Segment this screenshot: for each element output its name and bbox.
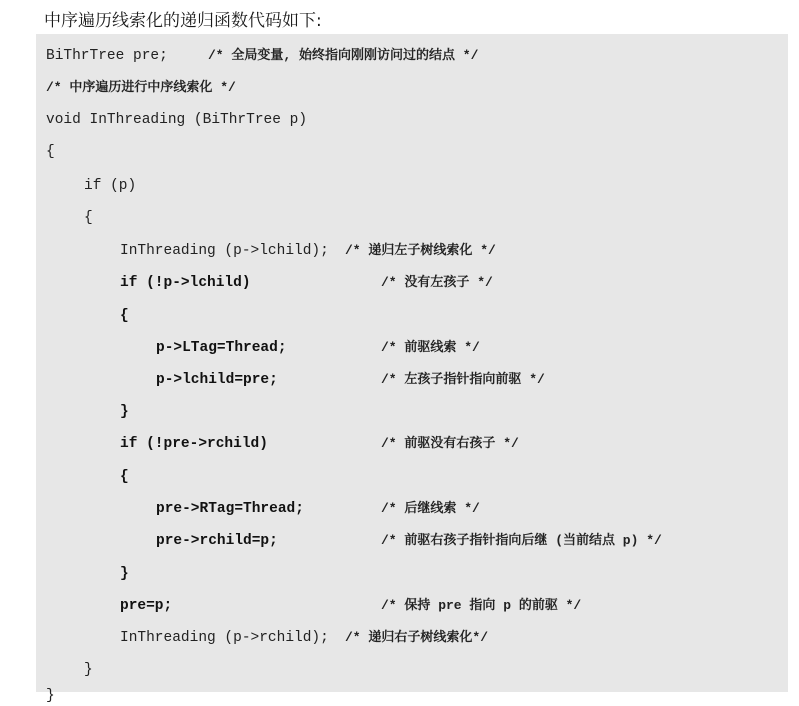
code-line-18: pre=p; (120, 598, 173, 614)
code-comment-19: /* 递归右子树线索化*/ (345, 630, 489, 645)
code-comment-2: /* 中序遍历进行中序线索化 */ (46, 80, 236, 95)
code-line-21: } (46, 688, 55, 704)
code-line-3: void InThreading (BiThrTree p) (46, 112, 308, 128)
code-line-14: { (120, 469, 129, 485)
code-block (36, 34, 788, 704)
code-line-17: } (120, 566, 129, 582)
code-line-12: } (120, 404, 129, 420)
code-comment-16: /* 前驱右孩子指针指向后继 (当前结点 p) */ (381, 533, 662, 548)
code-line-9: { (120, 308, 129, 324)
code-comment-13: /* 前驱没有右孩子 */ (381, 436, 519, 451)
code-line-6: { (84, 210, 93, 226)
code-line-4: { (46, 144, 55, 160)
code-comment-15: /* 后继线索 */ (381, 501, 480, 516)
code-comment-18: /* 保持 pre 指向 p 的前驱 */ (381, 598, 582, 613)
code-line-15: pre->RTag=Thread; (156, 501, 304, 517)
code-line-7: InThreading (p->lchild); (120, 243, 329, 259)
section-heading: 中序遍历线索化的递归函数代码如下: (44, 11, 322, 31)
code-comment-10: /* 前驱线索 */ (381, 340, 480, 355)
code-line-16: pre->rchild=p; (156, 533, 278, 549)
code-comment-7: /* 递归左子树线索化 */ (345, 243, 496, 258)
code-line-11: p->lchild=pre; (156, 372, 278, 388)
code-line-20: } (84, 662, 93, 678)
code-line-1 (46, 46, 177, 66)
code-comment-8: /* 没有左孩子 */ (381, 275, 493, 290)
code-line-8: if (!p->lchild) (120, 275, 251, 291)
code-line-13: if (!pre->rchild) (120, 436, 268, 452)
code-line-5: if (p) (84, 178, 137, 194)
code-comment-11: /* 左孩子指针指向前驱 */ (381, 372, 545, 387)
code-text: BiThrTree pre; (46, 48, 177, 64)
code-line-10: p->LTag=Thread; (156, 340, 287, 356)
code-comment-1: /* 全局变量, 始终指向刚刚访问过的结点 */ (208, 48, 479, 63)
code-line-19: InThreading (p->rchild); (120, 630, 329, 646)
